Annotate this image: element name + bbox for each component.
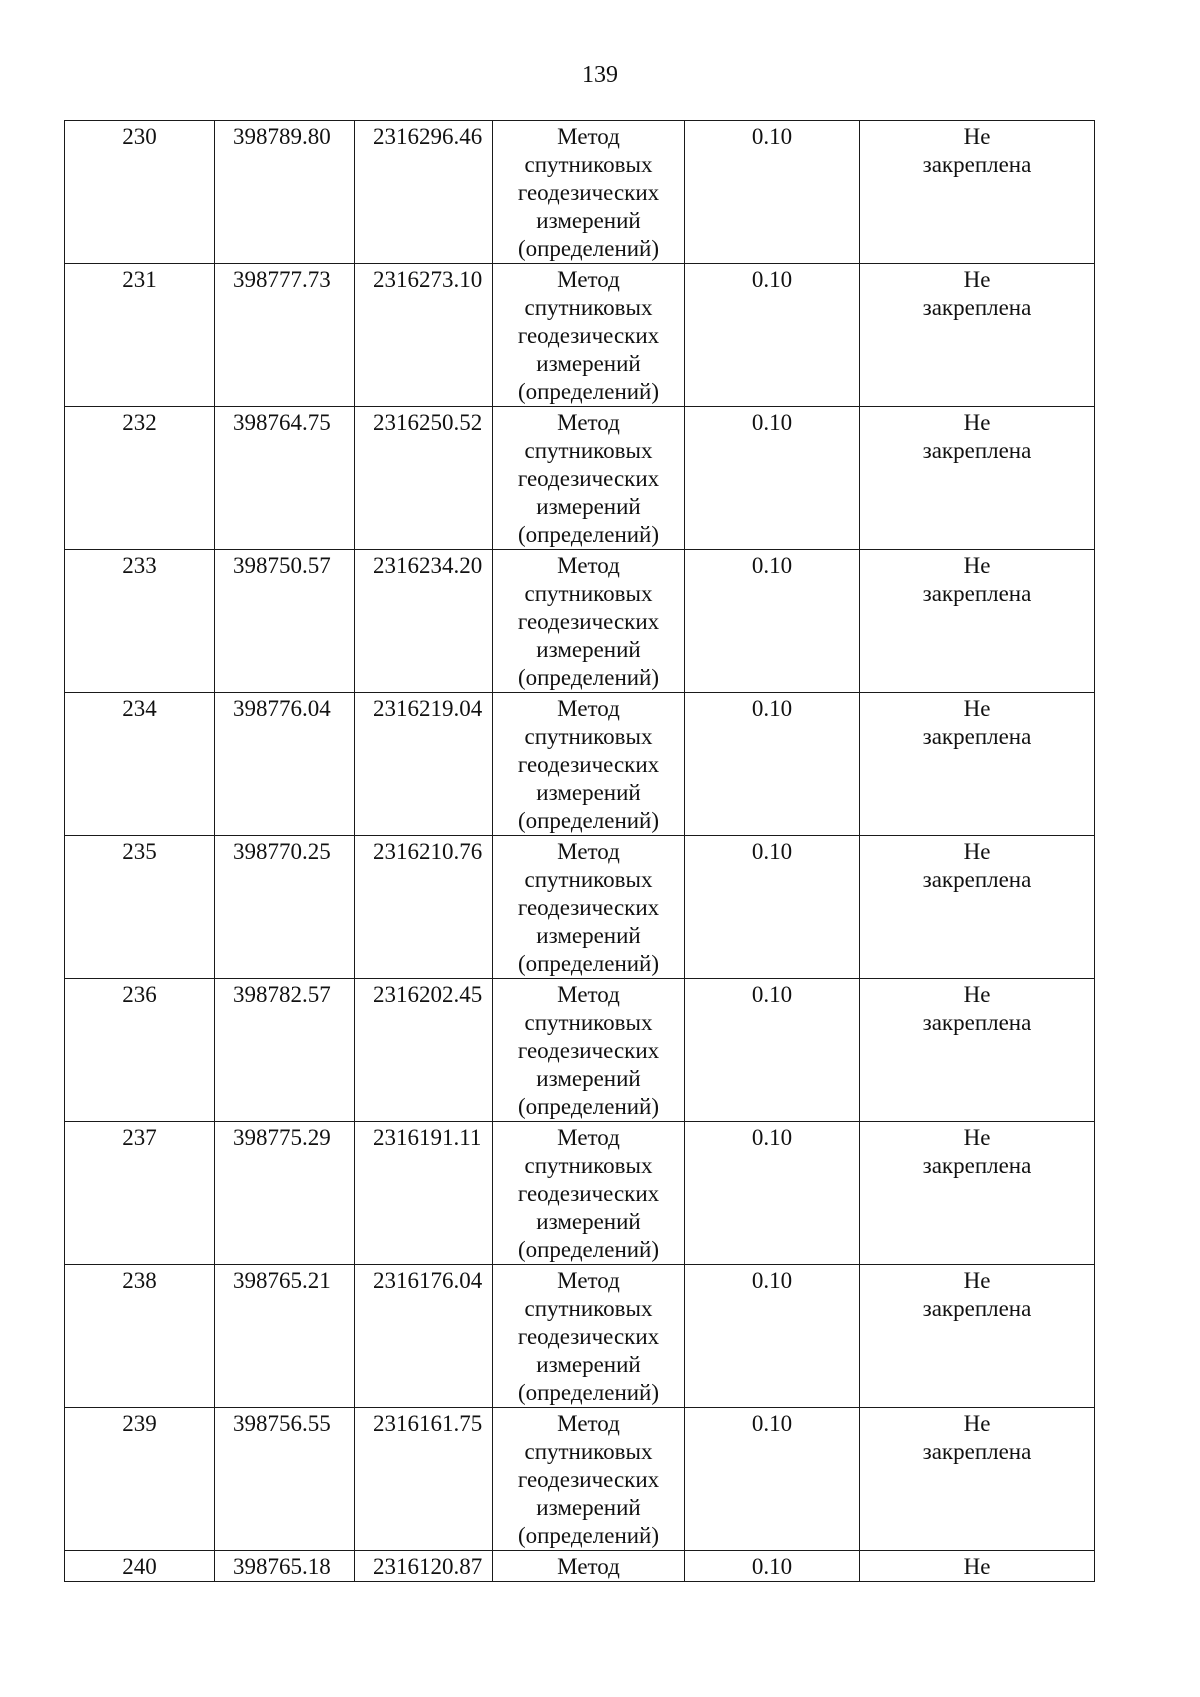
method-line: измерений	[536, 923, 641, 948]
fixing-line: закреплена	[922, 1296, 1032, 1321]
fixing-cell	[860, 407, 1095, 550]
method-line: Метод	[557, 1554, 620, 1579]
method-line: спутниковых	[524, 1153, 653, 1178]
accuracy-cell: 0.10	[685, 836, 860, 979]
y-coordinate-cell: 2316202.45	[355, 979, 493, 1122]
table-body	[65, 121, 1095, 1582]
point-number-cell: 233	[65, 550, 215, 693]
point-number-cell: 230	[65, 121, 215, 264]
method-line: спутниковых	[524, 1439, 653, 1464]
table-row	[65, 836, 1095, 979]
fixing-line: закреплена	[922, 1010, 1032, 1035]
table-row	[65, 1551, 1095, 1582]
table-row	[65, 1408, 1095, 1551]
x-coordinate-cell: 398765.21	[215, 1265, 355, 1408]
method-line: спутниковых	[524, 152, 653, 177]
accuracy-cell: 0.10	[685, 1408, 860, 1551]
method-cell	[493, 1265, 685, 1408]
fixing-cell	[860, 836, 1095, 979]
fixing-cell	[860, 550, 1095, 693]
y-coordinate-cell: 2316210.76	[355, 836, 493, 979]
x-coordinate-cell: 398776.04	[215, 693, 355, 836]
method-line: (определений)	[517, 522, 660, 547]
table-row	[65, 407, 1095, 550]
method-line: спутниковых	[524, 581, 653, 606]
method-line: (определений)	[517, 665, 660, 690]
method-line: Метод	[557, 124, 620, 149]
accuracy-cell: 0.10	[685, 1265, 860, 1408]
method-line: (определений)	[517, 379, 660, 404]
table-row	[65, 1265, 1095, 1408]
point-number-cell: 235	[65, 836, 215, 979]
method-cell	[493, 1408, 685, 1551]
fixing-line: закреплена	[922, 867, 1032, 892]
y-coordinate-cell: 2316120.87	[355, 1551, 493, 1582]
table-row	[65, 693, 1095, 836]
method-line: Метод	[557, 267, 620, 292]
method-line: (определений)	[517, 1380, 660, 1405]
method-line: Метод	[557, 696, 620, 721]
method-line: Метод	[557, 839, 620, 864]
method-line: геодезических	[517, 609, 660, 634]
fixing-cell	[860, 1408, 1095, 1551]
method-line: Метод	[557, 1411, 620, 1436]
accuracy-cell: 0.10	[685, 693, 860, 836]
method-line: геодезических	[517, 1181, 660, 1206]
point-number-cell: 232	[65, 407, 215, 550]
table-row	[65, 550, 1095, 693]
y-coordinate-cell: 2316219.04	[355, 693, 493, 836]
accuracy-cell: 0.10	[685, 1551, 860, 1582]
method-line: спутниковых	[524, 438, 653, 463]
method-line: измерений	[536, 351, 641, 376]
method-line: Метод	[557, 982, 620, 1007]
method-line: геодезических	[517, 323, 660, 348]
x-coordinate-cell: 398782.57	[215, 979, 355, 1122]
method-line: спутниковых	[524, 724, 653, 749]
fixing-cell	[860, 979, 1095, 1122]
fixing-line: Не	[963, 410, 991, 435]
method-cell	[493, 979, 685, 1122]
point-number-cell: 239	[65, 1408, 215, 1551]
x-coordinate-cell: 398765.18	[215, 1551, 355, 1582]
method-line: (определений)	[517, 236, 660, 261]
accuracy-cell: 0.10	[685, 1122, 860, 1265]
method-cell	[493, 550, 685, 693]
y-coordinate-cell: 2316273.10	[355, 264, 493, 407]
table-row	[65, 979, 1095, 1122]
method-cell	[493, 1551, 685, 1582]
method-cell	[493, 1122, 685, 1265]
fixing-line: Не	[963, 839, 991, 864]
x-coordinate-cell: 398764.75	[215, 407, 355, 550]
method-line: Метод	[557, 553, 620, 578]
method-line: геодезических	[517, 1038, 660, 1063]
method-line: (определений)	[517, 1094, 660, 1119]
method-cell	[493, 407, 685, 550]
accuracy-cell: 0.10	[685, 121, 860, 264]
fixing-cell	[860, 1265, 1095, 1408]
point-number-cell: 240	[65, 1551, 215, 1582]
fixing-line: закреплена	[922, 724, 1032, 749]
method-line: измерений	[536, 208, 641, 233]
method-line: спутниковых	[524, 295, 653, 320]
y-coordinate-cell: 2316191.11	[355, 1122, 493, 1265]
method-line: (определений)	[517, 951, 660, 976]
point-number-cell: 231	[65, 264, 215, 407]
page-number: 139	[582, 62, 618, 88]
x-coordinate-cell: 398750.57	[215, 550, 355, 693]
method-line: (определений)	[517, 1523, 660, 1548]
method-line: Метод	[557, 410, 620, 435]
point-number-cell: 237	[65, 1122, 215, 1265]
fixing-line: Не	[963, 267, 991, 292]
method-line: (определений)	[517, 1237, 660, 1262]
fixing-line: закреплена	[922, 581, 1032, 606]
fixing-line: Не	[963, 696, 991, 721]
method-line: измерений	[536, 1352, 641, 1377]
table-row	[65, 1122, 1095, 1265]
coordinates-table	[64, 120, 1095, 1582]
y-coordinate-cell: 2316161.75	[355, 1408, 493, 1551]
fixing-line: закреплена	[922, 152, 1032, 177]
method-line: Метод	[557, 1268, 620, 1293]
y-coordinate-cell: 2316176.04	[355, 1265, 493, 1408]
table-row	[65, 121, 1095, 264]
fixing-line: Не	[963, 1268, 991, 1293]
fixing-line: Не	[963, 124, 991, 149]
accuracy-cell: 0.10	[685, 407, 860, 550]
method-cell	[493, 836, 685, 979]
method-line: измерений	[536, 780, 641, 805]
fixing-line: Не	[963, 1125, 991, 1150]
point-number-cell: 236	[65, 979, 215, 1122]
method-line: измерений	[536, 1066, 641, 1091]
method-line: измерений	[536, 637, 641, 662]
method-cell	[493, 121, 685, 264]
method-line: геодезических	[517, 752, 660, 777]
method-line: спутниковых	[524, 867, 653, 892]
accuracy-cell: 0.10	[685, 979, 860, 1122]
accuracy-cell: 0.10	[685, 264, 860, 407]
method-line: Метод	[557, 1125, 620, 1150]
method-line: спутниковых	[524, 1296, 653, 1321]
method-cell	[493, 264, 685, 407]
fixing-line: закреплена	[922, 295, 1032, 320]
method-line: спутниковых	[524, 1010, 653, 1035]
fixing-cell	[860, 121, 1095, 264]
y-coordinate-cell: 2316250.52	[355, 407, 493, 550]
fixing-line: Не	[963, 1554, 991, 1579]
method-line: геодезических	[517, 1467, 660, 1492]
x-coordinate-cell: 398789.80	[215, 121, 355, 264]
fixing-cell	[860, 1122, 1095, 1265]
x-coordinate-cell: 398756.55	[215, 1408, 355, 1551]
method-line: геодезических	[517, 180, 660, 205]
fixing-line: закреплена	[922, 1439, 1032, 1464]
method-line: измерений	[536, 494, 641, 519]
method-line: геодезических	[517, 1324, 660, 1349]
x-coordinate-cell: 398777.73	[215, 264, 355, 407]
method-line: измерений	[536, 1495, 641, 1520]
fixing-cell	[860, 264, 1095, 407]
x-coordinate-cell: 398775.29	[215, 1122, 355, 1265]
fixing-cell	[860, 1551, 1095, 1582]
method-line: геодезических	[517, 895, 660, 920]
y-coordinate-cell: 2316234.20	[355, 550, 493, 693]
x-coordinate-cell: 398770.25	[215, 836, 355, 979]
method-cell	[493, 693, 685, 836]
accuracy-cell: 0.10	[685, 550, 860, 693]
fixing-line: Не	[963, 1411, 991, 1436]
fixing-line: закреплена	[922, 1153, 1032, 1178]
fixing-cell	[860, 693, 1095, 836]
point-number-cell: 238	[65, 1265, 215, 1408]
method-line: измерений	[536, 1209, 641, 1234]
table-row	[65, 264, 1095, 407]
fixing-line: закреплена	[922, 438, 1032, 463]
point-number-cell: 234	[65, 693, 215, 836]
fixing-line: Не	[963, 982, 991, 1007]
fixing-line: Не	[963, 553, 991, 578]
method-line: (определений)	[517, 808, 660, 833]
y-coordinate-cell: 2316296.46	[355, 121, 493, 264]
method-line: геодезических	[517, 466, 660, 491]
